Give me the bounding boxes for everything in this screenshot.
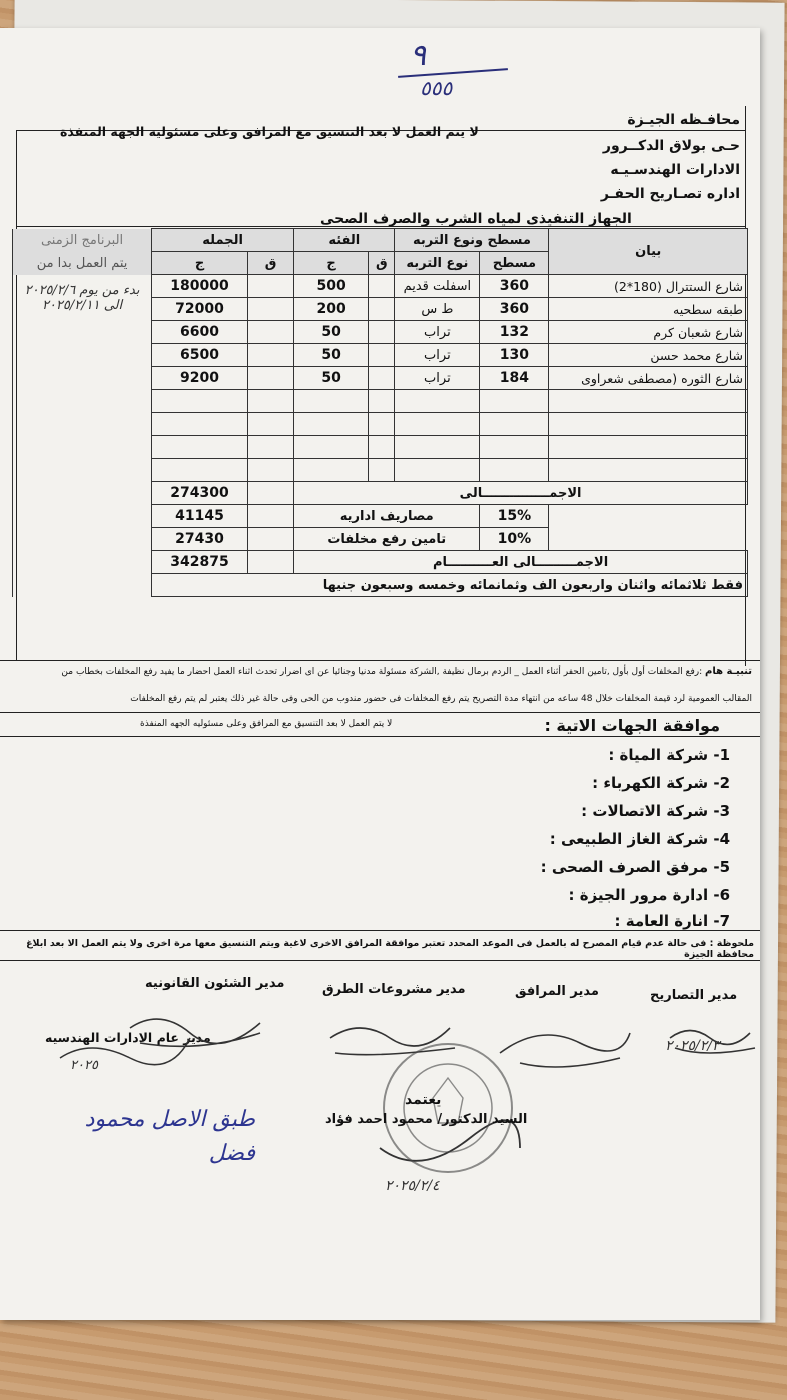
permits-manager-label: مدير التصاريح [650, 988, 738, 1003]
warning-title: تنبيـة هام [705, 666, 752, 677]
utilities-manager-label: مدير المرافق [515, 984, 599, 999]
soil-subheader: نوع التربه [395, 252, 480, 275]
coordination-notice: لا يتم العمل لا بعد التنسيق مع المرافق وعلى مسئوليه الجهه المنفذة [60, 124, 479, 139]
table-row: طبقه سطحيه 360 ط س 200 72000 [13, 298, 748, 321]
col-area-soil-header: مسطح ونوع التربه [395, 229, 549, 252]
schedule-header: البرنامج الزمنى [13, 229, 152, 252]
warning-line-2: المقالب العمومية لرد قيمة المخلفات خلال 48 ساعه من انتهاء مدة التصريح يتم رفع المخلفات فى حضور مندوب من الحى وفى حالة غير ذلك يعتبر لم يتم رفع المخلفات [130, 694, 752, 704]
coordination-notice-2: لا يتم العمل لا بعد التنسيق مع المرافق وعلى مسئوليه الجهه المنفذة [140, 719, 393, 729]
waste-label: تامين رفع مخلفات [294, 528, 480, 551]
admin-label: مصاريف اداريه [294, 505, 480, 528]
subtotal-row [13, 482, 748, 505]
col-rate-header: الفئه [294, 229, 395, 252]
approval-traffic: 6- ادارة مرور الجيزة : [568, 886, 730, 904]
note-text: ملحوظة : فى حالة عدم قيام المصرح له بالعمل فى الموعد المحدد تعتبر موافقة المرافق الاخرى لاغية ويتم التنسيق معها مرة اخرى ولا يتم العمل الا بعد ابلاغ محافظة الجيزة [26, 938, 754, 960]
approval-water: 1- شركة المياة : [608, 746, 730, 764]
amount-in-words: فقط ثلاثمائه واثنان واربعون الف وثمانمائه وخمسه وسبعون جنيها [152, 574, 748, 597]
table-row: شارع الستترال (180*2) 360 اسفلت قديم 500 180000 بدء من يوم ٢٠٢٥/٢/٦ الى ٢٠٢٥/٢/١١ [13, 275, 748, 298]
permit-document [0, 28, 760, 1320]
table-row: شارع الثوره (مصطفى شعراوى 184 تراب 50 9200 [13, 367, 748, 390]
approval-telecom: 3- شركة الاتصالات : [581, 802, 730, 820]
subtotal-value: 274300 [152, 482, 248, 505]
governorate-label: محافـظه الجيـزة [627, 112, 740, 128]
permits-date: ٢٠٢٥/٢/٣ [665, 1038, 720, 1054]
grand-total-value: 342875 [152, 551, 248, 574]
total-q-subheader: ق [247, 252, 293, 275]
certified-copy-note: طبق الاصل محمود فضل [84, 1107, 255, 1166]
warning-line-1: :رفع المخلفات أول بأول ,تامين الحفر أثناء العمل _ الردم برمال نظيفة ,الشركة مسئولة مدنيا وجنائيا عن اى اضرار تحدث اثناء العمل احضار ما يفيد رفع المخلفات بخطاب من [61, 667, 703, 677]
rate-j-subheader: ج [294, 252, 369, 275]
col-desc-header: بيان [549, 229, 748, 275]
grand-total-row [13, 551, 748, 574]
approved-label: يعتمد [405, 1092, 442, 1108]
waste-pct: 10% [480, 528, 549, 551]
col-total-header: الجمله [152, 229, 294, 252]
admin-fees-row [13, 505, 748, 528]
total-j-subheader: ج [152, 252, 248, 275]
waste-insurance-row [13, 528, 748, 551]
table-row: شارع شعبان كرم 132 تراب 50 6600 [13, 321, 748, 344]
approval-sewage: 5- مرفق الصرف الصحى : [540, 858, 730, 876]
department-label: الادارات الهندسـيـه [610, 162, 740, 178]
section-label: اداره تصـاريح الحفـر [600, 186, 740, 202]
agency-label: الجهاز التنفيذى لمياه الشرب والصرف الصحى [320, 211, 632, 227]
district-label: حـى بولاق الدكــرور [602, 138, 740, 154]
handwritten-start-date: بدء من يوم ٢٠٢٥/٢/٦ [24, 282, 140, 298]
waste-value: 27430 [152, 528, 248, 551]
gm-date: ٢٠٢٥ [70, 1058, 98, 1073]
area-subheader: مسطح [480, 252, 549, 275]
roads-manager-label: مدير مشروعات الطرق [322, 982, 466, 997]
handwritten-end-date: الى ٢٠٢٥/٢/١١ [41, 297, 123, 313]
admin-pct: 15% [480, 505, 549, 528]
grand-total-label: الاجمـــــــــالى العــــــــــام [294, 551, 748, 574]
admin-value: 41145 [152, 505, 248, 528]
legal-manager-label: مدير الشئون القانونيه [145, 976, 285, 991]
subtotal-label: الاجمـــــــــــــــالى [294, 482, 748, 505]
start-header: يتم العمل بدا من [13, 252, 152, 275]
cost-table [12, 228, 748, 597]
official-seal-icon [378, 1038, 518, 1178]
rate-q-subheader: ق [369, 252, 395, 275]
approval-lighting: 7- انارة العامة : [614, 912, 730, 930]
handwritten-number-top: ٩ [410, 38, 427, 73]
approvals-title: موافقة الجهات الاتية : [544, 716, 720, 735]
warning-block [2, 665, 752, 679]
gm-engineering-label: مدير عام الادارات الهندسيه [45, 1030, 211, 1045]
approval-electricity: 2- شركة الكهرباء : [592, 774, 730, 792]
table-row: شارع محمد حسن 130 تراب 50 6500 [13, 344, 748, 367]
amount-in-words-row [13, 574, 748, 597]
chief-name: السيد الدكتور/ محمود احمد فؤاد [325, 1112, 528, 1127]
approval-gas: 4- شركة الغاز الطبيعى : [549, 830, 730, 848]
handwritten-number-bottom: ٥٥٥ [420, 76, 453, 100]
chief-date: ٢٠٢٥/٢/٤ [385, 1178, 440, 1194]
